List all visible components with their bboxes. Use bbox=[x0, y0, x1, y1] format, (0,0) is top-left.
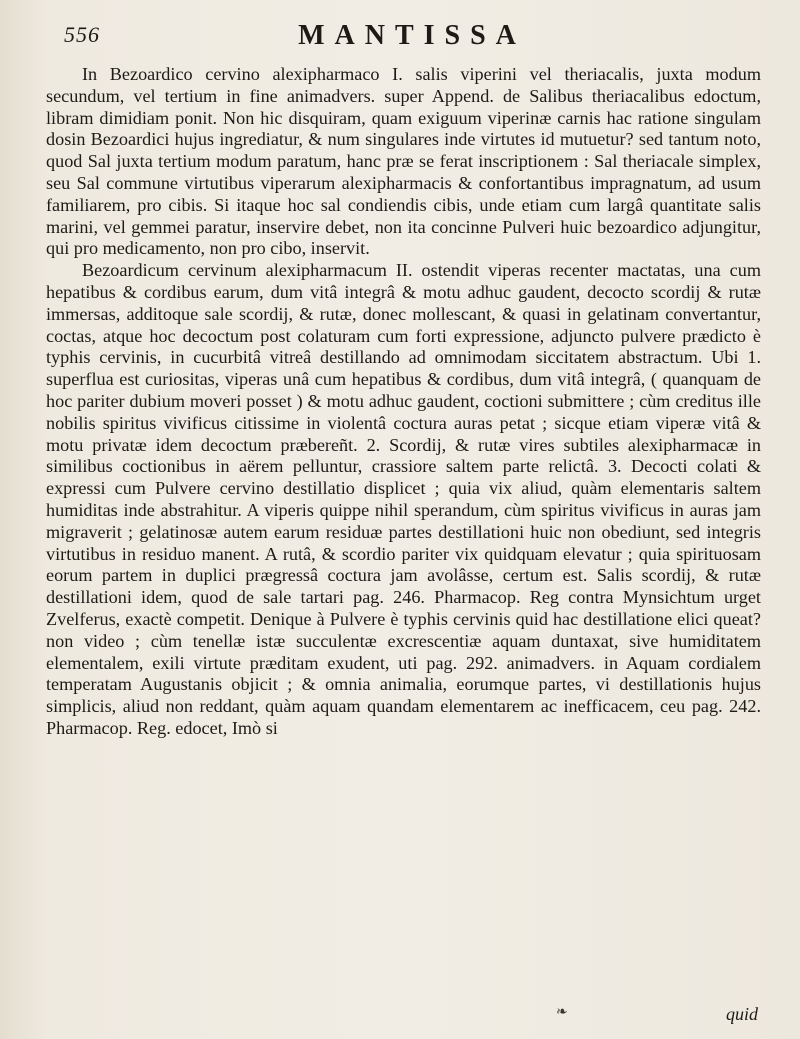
catchword: quid bbox=[725, 1004, 758, 1024]
body-text bbox=[46, 64, 761, 740]
page-number: 556 bbox=[64, 22, 100, 47]
page-header bbox=[64, 20, 760, 60]
paragraph-1: In Bezoardico cervino alexipharmaco I. salis viperini vel theriacalis, juxta modum secundum, vel tertium in fine animadvers. super Append. de Salibus theriacalibus edoctum, libram dimidiam ponit. Non hic disquiram, quam exiguum viperinæ carnis hac ratione singulam dosin Bezoardici hujus ingrediatur, & num singulares inde virtutes id mutuetur? sed tantum noto, quod Sal juxta tertium modum paratum, hanc præ se ferat inscriptionem : Sal theriacale simplex, seu Sal commune virtutibus viperarum alexipharmacis & confortantibus impragnatum, ad usum familiarem, pro cibis. Si itaque hoc sal condiendis cibis, unde etiam cum largâ quantitate salis marini, vel gemmei paratur, inservire debet, non ita concinne Pulveri huic bezoardico adjungitur, qui pro medicamento, non pro cibo, inservit. bbox=[46, 64, 761, 259]
ornament-icon: ❧ bbox=[556, 1005, 568, 1020]
paragraph-2: Bezoardicum cervinum alexipharmacum II. ostendit viperas recenter mactatas, una cum hepatibus & cordibus earum, dum vitâ integrâ & motu adhuc gaudent, decocto scordij & rutæ immersas, additoque sale scordij, & rutæ, donec mollescant, & quasi in gelatinam convertantur, coctas, atque hoc decoctum post colaturam cum forti expressione, adjuncto pulvere prædicto è typhis cervinis, in cucurbitâ vitreâ destillando ad omnimodam siccitatem abstractum. Ubi 1. superflua est curiositas, viperas unâ cum hepatibus & cordibus, dum vitâ integrâ, ( quanquam de hoc pariter dubium moveri posset ) & motu adhuc gaudent, coctioni submittere ; cùm creditus ille nobilis spiritus vivificus citissime in violentâ coctura auras petat ; sicque etiam viperæ vitâ & motu privatæ idem decoctum præbereñt. 2. Scordij, & rutæ vires subtiles alexipharmacæ in similibus coctionibus in aërem pelluntur, crassiore saltem parte relictâ. 3. Decocti colati & expressi cum Pulvere cervino destillatio displicet ; quia vix aliud, quàm elementaris saltem humiditas inde abstrahitur. A viperis quippe nihil sperandum, cùm spiritus vivificus in auras jam migraverit ; gelatinosæ autem earum residuæ partes destillationi huic non obediunt, sed integris virtutibus in residuo manent. A rutâ, & scordio pariter vix quidquam elevatur ; quia spirituosam eorum partem in duplici prægressâ coctura jam avolâsse, certum est. Salis scordij, & rutæ destillationi idem, quod de sale tartari pag. 246. Pharmacop. Reg contra Mynsichtum urget Zvelferus, exactè competit. Denique à Pulvere è typhis cervinis quid hac destillatione elici queat? non video ; cùm tenellæ istæ succulentæ excrescentiæ aquam duntaxat, sive humiditatem elementalem, exili virtute præditam exudent, uti pag. 292. animadvers. in Aquam cordialem temperatam Augustanis objicit ; & omnia animalia, eorumque partes, vi destillationis hujus simplicis, aliud non reddant, quàm aquam quandam elementarem ac inefficacem, ceu pag. 242. Pharmacop. Reg. edocet, Imò si bbox=[46, 260, 761, 738]
running-head: MANTISSA bbox=[298, 20, 526, 51]
